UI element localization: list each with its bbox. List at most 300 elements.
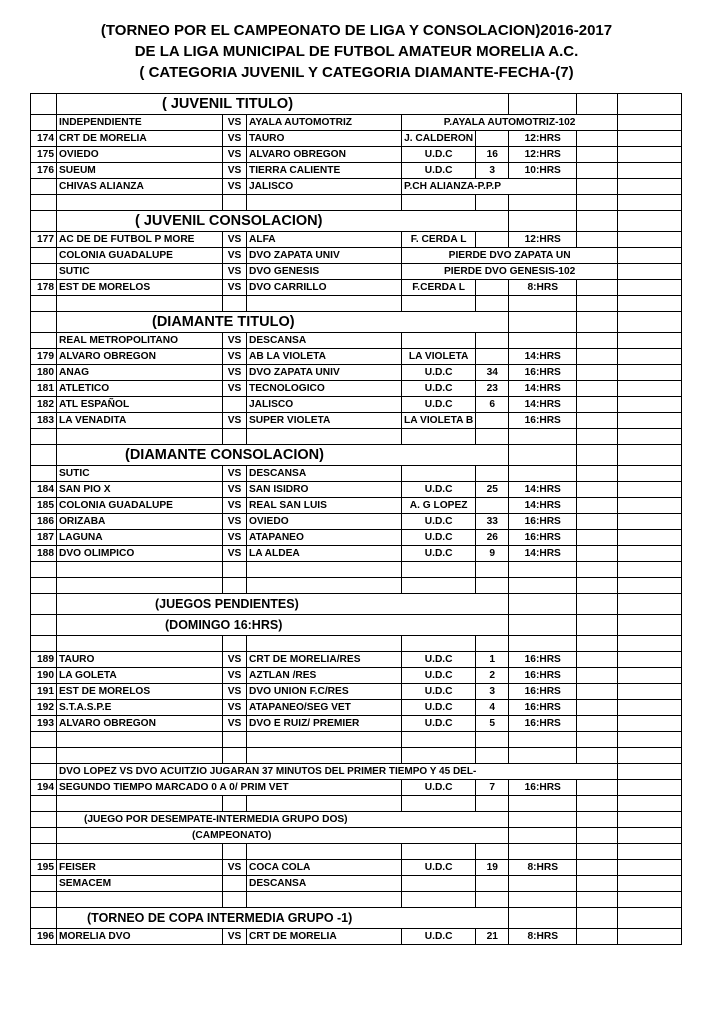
match-number: 195 <box>31 860 57 876</box>
empty-cell <box>618 844 682 860</box>
away-team: DVO GENESIS <box>247 264 402 280</box>
away-team: TIERRA CALIENTE <box>247 163 402 179</box>
field-number: 23 <box>476 381 509 397</box>
table-row <box>31 748 682 764</box>
empty-cell <box>223 636 247 652</box>
empty-cell <box>31 748 57 764</box>
home-team: TAURO <box>57 652 223 668</box>
vs-label: VS <box>223 365 247 381</box>
vs-label: VS <box>223 333 247 349</box>
field-number <box>476 498 509 514</box>
venue: F. CERDA L <box>402 232 476 248</box>
table-row <box>31 732 682 748</box>
empty-cell <box>577 636 618 652</box>
table-row <box>31 349 682 365</box>
vs-label: VS <box>223 115 247 131</box>
away-team: ALFA <box>247 232 402 248</box>
empty-cell <box>223 844 247 860</box>
empty-cell <box>618 514 682 530</box>
match-number <box>31 466 57 482</box>
empty-cell <box>223 578 247 594</box>
empty-cell <box>577 892 618 908</box>
kickoff-time: 16:HRS <box>509 716 577 732</box>
vs-label: VS <box>223 248 247 264</box>
away-team: DESCANSA <box>247 876 402 892</box>
empty-cell <box>31 578 57 594</box>
table-row <box>31 365 682 381</box>
empty-cell <box>618 908 682 929</box>
empty-cell <box>618 365 682 381</box>
table-row <box>31 780 682 796</box>
empty-cell <box>57 636 223 652</box>
match-number: 189 <box>31 652 57 668</box>
empty-cell <box>618 381 682 397</box>
match-number: 179 <box>31 349 57 365</box>
venue: U.D.C <box>402 652 476 668</box>
field-number <box>476 466 509 482</box>
empty-cell <box>247 195 402 211</box>
kickoff-time: 16:HRS <box>509 514 577 530</box>
empty-cell <box>31 562 57 578</box>
kickoff-time: 8:HRS <box>509 280 577 296</box>
table-row <box>31 264 682 280</box>
venue: U.D.C <box>402 668 476 684</box>
empty-cell <box>509 578 577 594</box>
empty-cell <box>402 748 476 764</box>
venue: U.D.C <box>402 147 476 163</box>
section-heading: (DIAMANTE CONSOLACION) <box>57 445 509 466</box>
empty-cell <box>618 684 682 700</box>
match-number: 184 <box>31 482 57 498</box>
kickoff-time: 14:HRS <box>509 482 577 498</box>
empty-cell <box>247 748 402 764</box>
empty-cell <box>247 636 402 652</box>
kickoff-time: 16:HRS <box>509 668 577 684</box>
vs-label: VS <box>223 349 247 365</box>
empty-cell <box>618 333 682 349</box>
empty-cell <box>57 578 223 594</box>
table-row <box>31 652 682 668</box>
empty-cell <box>31 796 57 812</box>
table-row <box>31 429 682 445</box>
empty-cell <box>509 296 577 312</box>
away-team: SUPER VIOLETA <box>247 413 402 429</box>
kickoff-time: 16:HRS <box>509 684 577 700</box>
table-row <box>31 929 682 945</box>
venue: U.D.C <box>402 684 476 700</box>
venue: U.D.C <box>402 163 476 179</box>
empty-cell <box>618 147 682 163</box>
empty-cell <box>577 211 618 232</box>
table-row <box>31 131 682 147</box>
vs-label: VS <box>223 514 247 530</box>
empty-cell <box>618 860 682 876</box>
field-number: 3 <box>476 163 509 179</box>
table-row <box>31 498 682 514</box>
table-row <box>31 700 682 716</box>
empty-cell <box>509 636 577 652</box>
away-team: TECNOLOGICO <box>247 381 402 397</box>
table-row <box>31 232 682 248</box>
empty-cell <box>577 445 618 466</box>
empty-cell <box>223 732 247 748</box>
section-heading: (DIAMANTE TITULO) <box>57 312 509 333</box>
home-team: COLONIA GUADALUPE <box>57 248 223 264</box>
match-number <box>31 264 57 280</box>
field-number: 16 <box>476 147 509 163</box>
extra <box>577 163 618 179</box>
table-row <box>31 482 682 498</box>
home-team: EST DE MORELOS <box>57 684 223 700</box>
extra <box>577 280 618 296</box>
extra <box>577 684 618 700</box>
empty-cell <box>31 296 57 312</box>
home-team: CRT DE MORELIA <box>57 131 223 147</box>
table-row <box>31 397 682 413</box>
kickoff-time <box>509 333 577 349</box>
field-number: 3 <box>476 684 509 700</box>
empty-cell <box>618 636 682 652</box>
kickoff-time <box>509 466 577 482</box>
sub-heading: (JUEGOS PENDIENTES) <box>57 594 509 615</box>
table-row <box>31 413 682 429</box>
match-number <box>31 115 57 131</box>
empty-cell <box>618 296 682 312</box>
venue: U.D.C <box>402 530 476 546</box>
home-team: ALVARO OBREGON <box>57 349 223 365</box>
empty-cell <box>577 828 618 844</box>
table-row <box>31 860 682 876</box>
empty-cell <box>476 892 509 908</box>
match-number: 180 <box>31 365 57 381</box>
empty-cell <box>223 296 247 312</box>
empty-cell <box>618 716 682 732</box>
vs-label: VS <box>223 413 247 429</box>
empty-cell <box>577 844 618 860</box>
home-team: ATL ESPAÑOL <box>57 397 223 413</box>
empty-cell <box>476 296 509 312</box>
empty-cell <box>476 748 509 764</box>
venue <box>402 466 476 482</box>
vs-label: VS <box>223 546 247 562</box>
venue: U.D.C <box>402 365 476 381</box>
table-row <box>31 812 682 828</box>
match-number: 182 <box>31 397 57 413</box>
kickoff-time <box>509 876 577 892</box>
table-row <box>31 248 682 264</box>
match-number: 176 <box>31 163 57 179</box>
empty-cell <box>476 844 509 860</box>
empty-cell <box>223 892 247 908</box>
empty-cell <box>31 445 57 466</box>
home-team: FEISER <box>57 860 223 876</box>
table-row <box>31 115 682 131</box>
away-team: DVO ZAPATA UNIV <box>247 365 402 381</box>
empty-cell <box>509 594 577 615</box>
empty-cell <box>476 562 509 578</box>
header-line-3: ( CATEGORIA JUVENIL Y CATEGORIA DIAMANTE-FECHA-(7) <box>139 64 574 81</box>
away-team: COCA COLA <box>247 860 402 876</box>
empty-cell <box>618 615 682 636</box>
field-number: 7 <box>476 780 509 796</box>
home-team: INDEPENDIENTE <box>57 115 223 131</box>
empty-cell <box>618 397 682 413</box>
empty-cell <box>618 163 682 179</box>
header-line-2: DE LA LIGA MUNICIPAL DE FUTBOL AMATEUR MORELIA A.C. <box>134 43 579 60</box>
note-text: DVO LOPEZ VS DVO ACUITZIO JUGARAN 37 MINUTOS DEL PRIMER TIEMPO Y 45 DEL- <box>57 764 618 780</box>
empty-cell <box>57 892 223 908</box>
empty-cell <box>57 195 223 211</box>
empty-cell <box>618 211 682 232</box>
home-team: LA VENADITA <box>57 413 223 429</box>
extra <box>577 530 618 546</box>
empty-cell <box>247 844 402 860</box>
empty-cell <box>402 429 476 445</box>
table-row <box>31 530 682 546</box>
away-team: DVO UNION F.C/RES <box>247 684 402 700</box>
empty-cell <box>509 748 577 764</box>
away-team: DESCANSA <box>247 333 402 349</box>
away-team: CRT DE MORELIA/RES <box>247 652 402 668</box>
empty-cell <box>577 796 618 812</box>
empty-cell <box>57 748 223 764</box>
table-row <box>31 445 682 466</box>
vs-label: VS <box>223 668 247 684</box>
match-number: 192 <box>31 700 57 716</box>
empty-cell <box>509 796 577 812</box>
home-team: ANAG <box>57 365 223 381</box>
extra <box>577 700 618 716</box>
empty-cell <box>402 636 476 652</box>
result-note: P.AYALA AUTOMOTRIZ-102 <box>402 115 618 131</box>
home-team: ALVARO OBREGON <box>57 716 223 732</box>
empty-cell <box>618 562 682 578</box>
extra <box>577 780 618 796</box>
empty-cell <box>577 732 618 748</box>
venue: U.D.C <box>402 780 476 796</box>
empty-cell <box>577 748 618 764</box>
empty-cell <box>57 296 223 312</box>
empty-cell <box>509 892 577 908</box>
table-row <box>31 381 682 397</box>
result-note: PIERDE DVO GENESIS-102 <box>402 264 618 280</box>
away-team: REAL SAN LUIS <box>247 498 402 514</box>
match-number: 187 <box>31 530 57 546</box>
field-number: 26 <box>476 530 509 546</box>
table-row <box>31 147 682 163</box>
empty-cell <box>618 732 682 748</box>
empty-cell <box>31 828 57 844</box>
empty-cell <box>31 892 57 908</box>
kickoff-time: 14:HRS <box>509 546 577 562</box>
empty-cell <box>618 812 682 828</box>
table-row <box>31 296 682 312</box>
empty-cell <box>57 732 223 748</box>
empty-cell <box>577 562 618 578</box>
kickoff-time: 16:HRS <box>509 365 577 381</box>
empty-cell <box>476 195 509 211</box>
empty-cell <box>402 732 476 748</box>
extra <box>577 147 618 163</box>
home-team: AC DE DE FUTBOL P MORE <box>57 232 223 248</box>
table-row <box>31 844 682 860</box>
empty-cell <box>476 636 509 652</box>
kickoff-time: 16:HRS <box>509 780 577 796</box>
empty-cell <box>57 429 223 445</box>
kickoff-time: 14:HRS <box>509 349 577 365</box>
venue: U.D.C <box>402 381 476 397</box>
venue: U.D.C <box>402 700 476 716</box>
home-team: ATLETICO <box>57 381 223 397</box>
extra <box>577 929 618 945</box>
extra <box>577 232 618 248</box>
away-team: AB LA VIOLETA <box>247 349 402 365</box>
empty-cell <box>247 429 402 445</box>
field-number <box>476 349 509 365</box>
vs-label: VS <box>223 163 247 179</box>
away-team: DVO E RUIZ/ PREMIER <box>247 716 402 732</box>
empty-cell <box>247 562 402 578</box>
empty-cell <box>31 195 57 211</box>
empty-cell <box>618 929 682 945</box>
vs-label: VS <box>223 929 247 945</box>
empty-cell <box>618 94 682 115</box>
venue <box>402 333 476 349</box>
field-number: 9 <box>476 546 509 562</box>
match-number <box>31 248 57 264</box>
sub-heading: (CAMPEONATO) <box>57 828 509 844</box>
empty-cell <box>577 578 618 594</box>
empty-cell <box>31 636 57 652</box>
empty-cell <box>618 413 682 429</box>
match-number: 191 <box>31 684 57 700</box>
empty-cell <box>577 615 618 636</box>
table-row <box>31 892 682 908</box>
away-team: ATAPANEO <box>247 530 402 546</box>
field-number: 2 <box>476 668 509 684</box>
field-number <box>476 232 509 248</box>
empty-cell <box>618 876 682 892</box>
extra <box>577 498 618 514</box>
venue <box>402 876 476 892</box>
extra <box>577 397 618 413</box>
schedule-table <box>30 93 682 945</box>
home-team: S.T.A.S.P.E <box>57 700 223 716</box>
table-row <box>31 684 682 700</box>
empty-cell <box>618 312 682 333</box>
extra <box>577 179 618 195</box>
empty-cell <box>618 796 682 812</box>
vs-label: VS <box>223 280 247 296</box>
empty-cell <box>618 248 682 264</box>
table-row <box>31 546 682 562</box>
empty-cell <box>618 828 682 844</box>
table-row <box>31 668 682 684</box>
empty-cell <box>618 748 682 764</box>
empty-cell <box>31 844 57 860</box>
away-team: TAURO <box>247 131 402 147</box>
match-number: 196 <box>31 929 57 945</box>
vs-label: VS <box>223 860 247 876</box>
empty-cell <box>577 812 618 828</box>
vs-label: VS <box>223 498 247 514</box>
home-team: COLONIA GUADALUPE <box>57 498 223 514</box>
empty-cell <box>247 296 402 312</box>
vs-label: VS <box>223 684 247 700</box>
empty-cell <box>57 796 223 812</box>
empty-cell <box>402 195 476 211</box>
extra <box>577 860 618 876</box>
table-row <box>31 764 682 780</box>
vs-label: VS <box>223 147 247 163</box>
vs-label: VS <box>223 466 247 482</box>
section-heading: ( JUVENIL TITULO) <box>57 94 509 115</box>
kickoff-time: 12:HRS <box>509 147 577 163</box>
away-team: DVO CARRILLO <box>247 280 402 296</box>
away-team: JALISCO <box>247 397 402 413</box>
empty-cell <box>509 615 577 636</box>
field-number: 6 <box>476 397 509 413</box>
table-row <box>31 578 682 594</box>
sub-heading: (JUEGO POR DESEMPATE-INTERMEDIA GRUPO DOS) <box>57 812 509 828</box>
empty-cell <box>509 94 577 115</box>
empty-cell <box>618 466 682 482</box>
empty-cell <box>247 578 402 594</box>
match-number: 185 <box>31 498 57 514</box>
empty-cell <box>618 780 682 796</box>
venue: LA VIOLETA B <box>402 413 476 429</box>
empty-cell <box>247 892 402 908</box>
venue: U.D.C <box>402 860 476 876</box>
table-row <box>31 562 682 578</box>
match-number: 186 <box>31 514 57 530</box>
empty-cell <box>476 796 509 812</box>
empty-cell <box>402 562 476 578</box>
home-team: CHIVAS ALIANZA <box>57 179 223 195</box>
empty-cell <box>618 195 682 211</box>
extra <box>577 514 618 530</box>
away-team: AYALA AUTOMOTRIZ <box>247 115 402 131</box>
table-row <box>31 466 682 482</box>
match-number: 175 <box>31 147 57 163</box>
empty-cell <box>31 94 57 115</box>
table-row <box>31 312 682 333</box>
home-team: OVIEDO <box>57 147 223 163</box>
table-row <box>31 876 682 892</box>
empty-cell <box>577 94 618 115</box>
empty-cell <box>618 131 682 147</box>
vs-label: VS <box>223 179 247 195</box>
empty-cell <box>618 115 682 131</box>
empty-cell <box>618 578 682 594</box>
empty-cell <box>577 195 618 211</box>
away-team: DESCANSA <box>247 466 402 482</box>
extra <box>577 652 618 668</box>
extra <box>577 668 618 684</box>
field-number: 4 <box>476 700 509 716</box>
extra <box>577 466 618 482</box>
venue: U.D.C <box>402 514 476 530</box>
empty-cell <box>509 562 577 578</box>
empty-cell <box>223 562 247 578</box>
home-team: LA GOLETA <box>57 668 223 684</box>
field-number <box>476 131 509 147</box>
kickoff-time: 8:HRS <box>509 860 577 876</box>
empty-cell <box>402 844 476 860</box>
match-number: 178 <box>31 280 57 296</box>
home-team: EST DE MORELOS <box>57 280 223 296</box>
kickoff-time: 12:HRS <box>509 232 577 248</box>
